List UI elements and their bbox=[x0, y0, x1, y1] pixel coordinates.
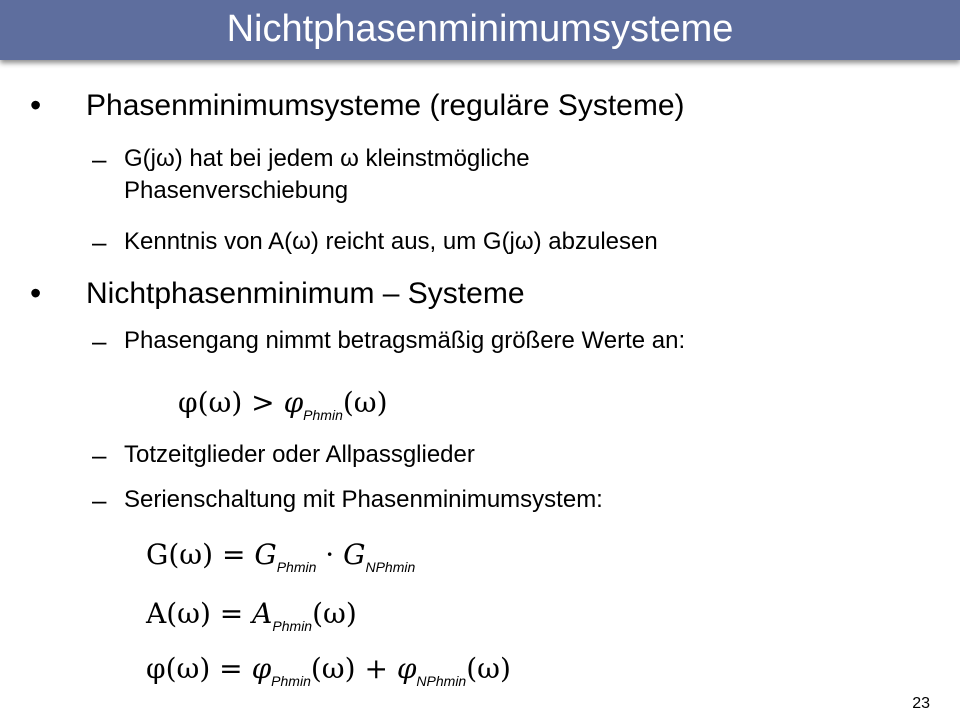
dash-symbol: – bbox=[92, 144, 107, 174]
subitem-text: Serienschaltung mit Phasenminimumsystem: bbox=[124, 486, 603, 513]
subitem-text-continued: Phasenverschiebung bbox=[124, 177, 349, 204]
formula-phase-inequality: $\varphi(\omega) > \varphi_{Phmin}(\omega)$ bbox=[178, 386, 388, 423]
slide-title: Nichtphasenminimumsysteme bbox=[226, 8, 734, 50]
formula-g-product: $G(\omega) = G_{Phmin} \cdot G_{NPhmin}$ bbox=[146, 538, 416, 575]
page-number: 23 bbox=[912, 695, 930, 712]
subitem-text: Totzeitglieder oder Allpassglieder bbox=[124, 441, 475, 468]
title-bar bbox=[0, 0, 960, 60]
bullet-symbol: • bbox=[30, 275, 42, 311]
dash-symbol: – bbox=[92, 485, 107, 515]
bullet-symbol: • bbox=[30, 87, 42, 123]
subitem-text: Kenntnis von A(ω) reicht aus, um G(jω) abzulesen bbox=[124, 228, 658, 255]
bullet-text: Nichtphasenminimum – Systeme bbox=[86, 277, 525, 310]
formula-phase-sum: $\varphi(\omega) = \varphi_{Phmin}(\omega) + \varphi_{NPhmin}(\omega)$ bbox=[146, 652, 511, 689]
dash-symbol: – bbox=[92, 326, 107, 356]
dash-symbol: – bbox=[92, 227, 107, 257]
subitem-text: Phasengang nimmt betragsmäßig größere Werte an: bbox=[124, 327, 686, 354]
subitem-text: G(jω) hat bei jedem ω kleinstmögliche bbox=[124, 145, 530, 172]
formula-amplitude: $A(\omega) = A_{Phmin}(\omega)$ bbox=[146, 597, 357, 634]
dash-symbol: – bbox=[92, 440, 107, 470]
bullet-text: Phasenminimumsysteme (reguläre Systeme) bbox=[86, 89, 685, 122]
